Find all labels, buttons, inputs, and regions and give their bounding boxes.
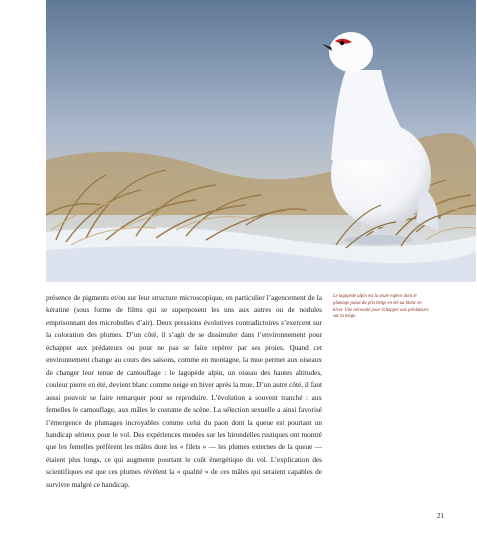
ptarmigan-illustration xyxy=(46,0,476,282)
bird-head xyxy=(329,32,373,72)
ptarmigan-photo xyxy=(46,0,476,282)
photo-caption: Le lagopède alpin est la seule espèce dont le plumage passe du gris beige en été au blanc en hiver. Une nécessité pour échapper aux prédateurs sur la neige. xyxy=(333,294,429,320)
page-number: 21 xyxy=(437,512,444,520)
bird-shadow xyxy=(344,235,412,245)
bird-eye xyxy=(340,41,344,45)
body-paragraph: présence de pigments et/ou sur leur structure microscopique, en particulier l’agencement de la kératine (sous forme de films qui se superposent les uns aux autres ou de nodules emprisonnant des microbulles d’air). Deux pressions évolutives contradictoires s’exercent sur la coloration des plumes. D’un côté, il s’agit de se dissimuler dans l’environnement pour échapper aux prédateurs ou pour ne pas se faire repérer par ses proies. Quand cet environnement change au cours des saisons, comme en montagne, la mue permet aux oiseaux de changer leur tenue de camouflage : le lagopède alpin, un oiseau des hautes altitudes, couleur pierre en été, devient blanc comme neige en hiver après la mue. D’un autre côté, il faut aussi pouvoir se faire remarquer pour se reproduire. L’évolution a souvent tranché : aux femelles le camouflage, aux mâles le costume de scène. La sélection sexuelle a ainsi favorisé l’émergence de plumages incroyables comme celui du paon dont la queue est pourtant un handicap sérieux pour le vol. Des expériences menées sur les hirondelles rustiques ont montré que les femelles préfèrent les mâles dont les « filets » — les plumes externes de la queue — étaient plus longs, ce qui augmente pourtant le coût énergétique du vol. L’explication des scientifiques est que ces plumes révèlent la « qualité » de ces mâles qui seraient capables de survivre malgré ce handicap. xyxy=(46,294,322,489)
